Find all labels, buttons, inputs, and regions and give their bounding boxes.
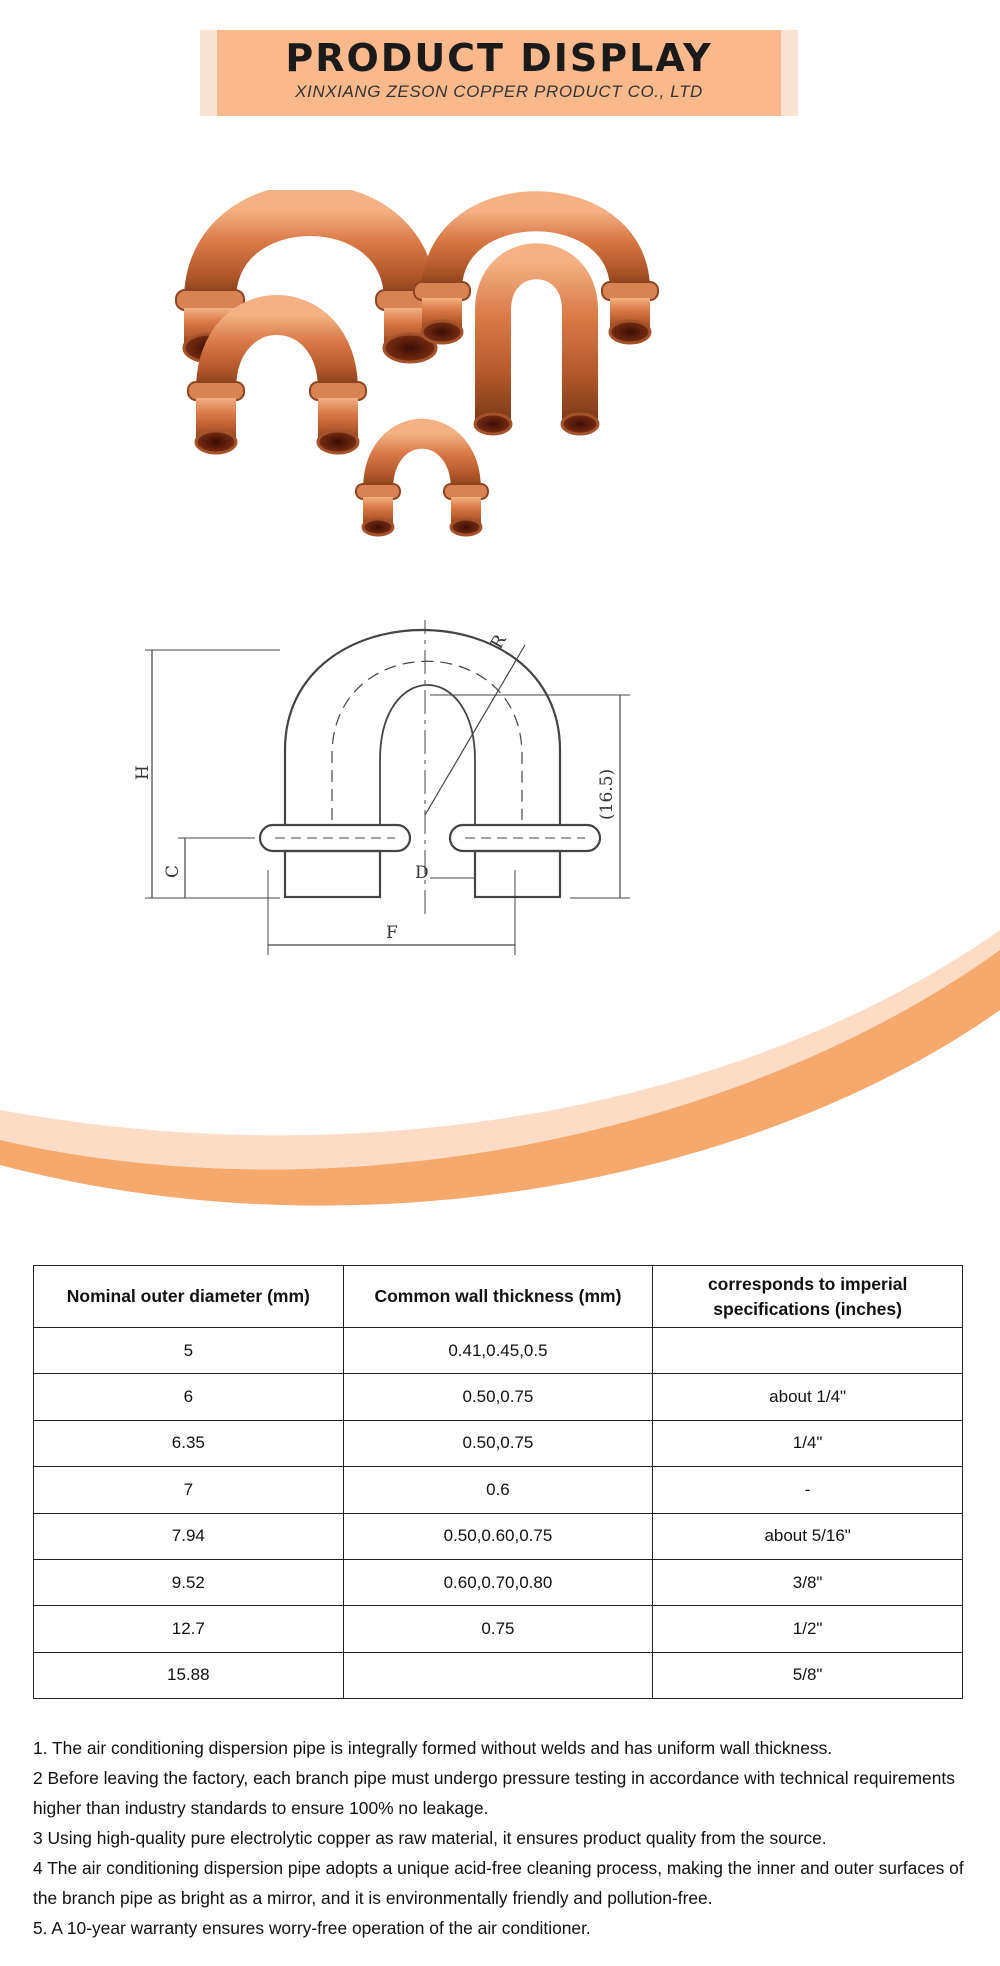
note-item: 4 The air conditioning dispersion pipe adopts a unique acid-free cleaning process, making the inner and outer surfaces of the branch pipe as bright as a mirror, and it is environmentally friendly and pollution-free. (33, 1858, 964, 1908)
cell-thickness: 0.75 (343, 1606, 653, 1652)
cell-imperial (653, 1328, 963, 1374)
table-row (34, 1420, 963, 1466)
cell-thickness: 0.6 (343, 1467, 653, 1513)
header-banner-inner (217, 30, 781, 116)
cell-thickness (343, 1652, 653, 1698)
feature-notes (33, 1733, 973, 1943)
header-imperial-spec: corresponds to imperial specifications (inches) (653, 1266, 963, 1328)
product-photo (170, 190, 830, 560)
cell-thickness: 0.50,0.60,0.75 (343, 1513, 653, 1559)
table-row (34, 1513, 963, 1559)
cell-imperial: - (653, 1467, 963, 1513)
table-row (34, 1467, 963, 1513)
cell-imperial: about 5/16" (653, 1513, 963, 1559)
note-item: 2 Before leaving the factory, each branch pipe must undergo pressure testing in accordance with technical requirements higher than industry standards to ensure 100% no leakage. (33, 1768, 955, 1818)
header-outer-diameter: Nominal outer diameter (mm) (34, 1266, 344, 1328)
table-header-row (34, 1266, 963, 1328)
label-f: F (386, 923, 398, 943)
note-item: 3 Using high-quality pure electrolytic copper as raw material, it ensures product quality from the source. (33, 1828, 827, 1848)
cell-thickness: 0.41,0.45,0.5 (343, 1328, 653, 1374)
table-row (34, 1559, 963, 1605)
cell-diameter: 7.94 (34, 1513, 344, 1559)
cell-diameter: 7 (34, 1467, 344, 1513)
cell-diameter: 9.52 (34, 1559, 344, 1605)
note-item: 1. The air conditioning dispersion pipe is integrally formed without welds and has uniform wall thickness. (33, 1738, 833, 1758)
cell-imperial: 3/8" (653, 1559, 963, 1605)
cell-thickness: 0.60,0.70,0.80 (343, 1559, 653, 1605)
cell-imperial: 5/8" (653, 1652, 963, 1698)
table-row (34, 1606, 963, 1652)
spec-table (33, 1265, 963, 1699)
label-h: H (133, 765, 153, 780)
label-r: R (487, 631, 511, 653)
cell-diameter: 12.7 (34, 1606, 344, 1652)
note-item: 5. A 10-year warranty ensures worry-free operation of the air conditioner. (33, 1918, 591, 1938)
cell-thickness: 0.50,0.75 (343, 1420, 653, 1466)
cell-imperial: 1/4" (653, 1420, 963, 1466)
cell-diameter: 15.88 (34, 1652, 344, 1698)
cell-diameter: 5 (34, 1328, 344, 1374)
label-d: D (415, 863, 429, 883)
label-c: C (163, 864, 183, 878)
technical-drawing (130, 620, 830, 1080)
label-dimension: (16.5) (597, 768, 617, 820)
u-bend-medium (188, 315, 366, 453)
header-wall-thickness: Common wall thickness (mm) (343, 1266, 653, 1328)
cell-thickness: 0.50,0.75 (343, 1374, 653, 1420)
cell-imperial: 1/2" (653, 1606, 963, 1652)
header-banner (200, 30, 798, 116)
table-row (34, 1328, 963, 1374)
company-name: XINXIANG ZESON COPPER PRODUCT CO., LTD (295, 82, 703, 101)
hairpin-bend (475, 261, 598, 434)
u-bend-small (356, 434, 488, 535)
cell-diameter: 6.35 (34, 1420, 344, 1466)
cell-diameter: 6 (34, 1374, 344, 1420)
table-row (34, 1652, 963, 1698)
table-row (34, 1374, 963, 1420)
page-title: PRODUCT DISPLAY (285, 36, 713, 80)
cell-imperial: about 1/4" (653, 1374, 963, 1420)
